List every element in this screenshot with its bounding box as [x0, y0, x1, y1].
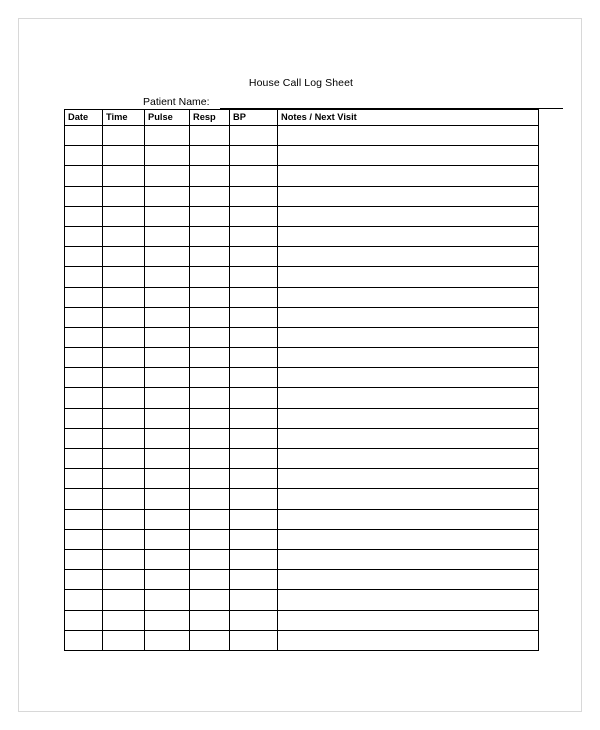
- cell-resp[interactable]: [190, 226, 230, 246]
- cell-resp[interactable]: [190, 327, 230, 347]
- cell-resp[interactable]: [190, 570, 230, 590]
- cell-resp[interactable]: [190, 206, 230, 226]
- table-row: [65, 186, 539, 206]
- cell-resp[interactable]: [190, 388, 230, 408]
- cell-date[interactable]: [65, 610, 103, 630]
- cell-date[interactable]: [65, 166, 103, 186]
- cell-resp[interactable]: [190, 509, 230, 529]
- cell-notes[interactable]: [278, 307, 539, 327]
- cell-pulse[interactable]: [145, 570, 190, 590]
- table-row: [65, 610, 539, 630]
- table-row: [65, 489, 539, 509]
- cell-bp[interactable]: [230, 428, 278, 448]
- table-row: [65, 529, 539, 549]
- cell-notes[interactable]: [278, 166, 539, 186]
- cell-pulse[interactable]: [145, 287, 190, 307]
- cell-pulse[interactable]: [145, 327, 190, 347]
- cell-time[interactable]: [103, 590, 145, 610]
- cell-bp[interactable]: [230, 408, 278, 428]
- cell-date[interactable]: [65, 348, 103, 368]
- cell-pulse[interactable]: [145, 428, 190, 448]
- cell-time[interactable]: [103, 408, 145, 428]
- cell-bp[interactable]: [230, 549, 278, 569]
- table-row: [65, 590, 539, 610]
- cell-date[interactable]: [65, 206, 103, 226]
- cell-date[interactable]: [65, 549, 103, 569]
- cell-notes[interactable]: [278, 247, 539, 267]
- cell-bp[interactable]: [230, 388, 278, 408]
- table-row: [65, 166, 539, 186]
- cell-resp[interactable]: [190, 428, 230, 448]
- table-row: [65, 570, 539, 590]
- cell-notes[interactable]: [278, 489, 539, 509]
- cell-bp[interactable]: [230, 327, 278, 347]
- cell-resp[interactable]: [190, 610, 230, 630]
- table-body: [65, 126, 539, 651]
- cell-time[interactable]: [103, 307, 145, 327]
- cell-pulse[interactable]: [145, 509, 190, 529]
- cell-notes[interactable]: [278, 449, 539, 469]
- cell-resp[interactable]: [190, 267, 230, 287]
- cell-date[interactable]: [65, 186, 103, 206]
- cell-notes[interactable]: [278, 630, 539, 650]
- cell-notes[interactable]: [278, 469, 539, 489]
- table-row: [65, 408, 539, 428]
- cell-pulse[interactable]: [145, 469, 190, 489]
- cell-bp[interactable]: [230, 267, 278, 287]
- cell-pulse[interactable]: [145, 529, 190, 549]
- cell-time[interactable]: [103, 206, 145, 226]
- cell-time[interactable]: [103, 630, 145, 650]
- column-header-time: Time: [103, 110, 145, 126]
- cell-date[interactable]: [65, 226, 103, 246]
- cell-resp[interactable]: [190, 287, 230, 307]
- cell-pulse[interactable]: [145, 408, 190, 428]
- table-row: [65, 226, 539, 246]
- cell-time[interactable]: [103, 549, 145, 569]
- cell-notes[interactable]: [278, 287, 539, 307]
- cell-resp[interactable]: [190, 590, 230, 610]
- cell-resp[interactable]: [190, 489, 230, 509]
- table-header-row: [65, 110, 539, 126]
- cell-time[interactable]: [103, 287, 145, 307]
- cell-bp[interactable]: [230, 630, 278, 650]
- cell-pulse[interactable]: [145, 226, 190, 246]
- cell-date[interactable]: [65, 489, 103, 509]
- cell-pulse[interactable]: [145, 368, 190, 388]
- cell-bp[interactable]: [230, 509, 278, 529]
- cell-pulse[interactable]: [145, 166, 190, 186]
- cell-date[interactable]: [65, 307, 103, 327]
- cell-date[interactable]: [65, 630, 103, 650]
- page-title: House Call Log Sheet: [248, 77, 354, 89]
- cell-date[interactable]: [65, 529, 103, 549]
- cell-bp[interactable]: [230, 590, 278, 610]
- cell-date[interactable]: [65, 146, 103, 166]
- cell-date[interactable]: [65, 590, 103, 610]
- patient-name-label: Patient Name:: [143, 96, 210, 108]
- cell-pulse[interactable]: [145, 206, 190, 226]
- cell-time[interactable]: [103, 509, 145, 529]
- cell-bp[interactable]: [230, 489, 278, 509]
- cell-notes[interactable]: [278, 146, 539, 166]
- cell-time[interactable]: [103, 186, 145, 206]
- cell-notes[interactable]: [278, 368, 539, 388]
- cell-date[interactable]: [65, 126, 103, 146]
- cell-notes[interactable]: [278, 388, 539, 408]
- cell-notes[interactable]: [278, 327, 539, 347]
- table-row: [65, 428, 539, 448]
- cell-time[interactable]: [103, 267, 145, 287]
- cell-resp[interactable]: [190, 469, 230, 489]
- cell-resp[interactable]: [190, 247, 230, 267]
- cell-bp[interactable]: [230, 247, 278, 267]
- cell-time[interactable]: [103, 610, 145, 630]
- table-row: [65, 307, 539, 327]
- table-row: [65, 388, 539, 408]
- cell-bp[interactable]: [230, 206, 278, 226]
- cell-bp[interactable]: [230, 368, 278, 388]
- cell-notes[interactable]: [278, 570, 539, 590]
- cell-date[interactable]: [65, 449, 103, 469]
- cell-date[interactable]: [65, 428, 103, 448]
- cell-resp[interactable]: [190, 166, 230, 186]
- cell-resp[interactable]: [190, 630, 230, 650]
- cell-time[interactable]: [103, 166, 145, 186]
- patient-name-input[interactable]: [220, 95, 563, 109]
- table-row: [65, 287, 539, 307]
- cell-time[interactable]: [103, 226, 145, 246]
- cell-notes[interactable]: [278, 408, 539, 428]
- cell-date[interactable]: [65, 469, 103, 489]
- cell-resp[interactable]: [190, 529, 230, 549]
- table-row: [65, 247, 539, 267]
- table-header: [65, 110, 539, 126]
- table-row: [65, 146, 539, 166]
- cell-pulse[interactable]: [145, 449, 190, 469]
- cell-pulse[interactable]: [145, 549, 190, 569]
- cell-pulse[interactable]: [145, 267, 190, 287]
- cell-pulse[interactable]: [145, 146, 190, 166]
- cell-bp[interactable]: [230, 570, 278, 590]
- cell-notes[interactable]: [278, 590, 539, 610]
- patient-name-row: [143, 89, 563, 109]
- cell-resp[interactable]: [190, 449, 230, 469]
- cell-notes[interactable]: [278, 206, 539, 226]
- cell-notes[interactable]: [278, 267, 539, 287]
- cell-time[interactable]: [103, 529, 145, 549]
- table-row: [65, 449, 539, 469]
- cell-bp[interactable]: [230, 348, 278, 368]
- cell-bp[interactable]: [230, 610, 278, 630]
- cell-notes[interactable]: [278, 509, 539, 529]
- column-header-bp: BP: [230, 110, 278, 126]
- cell-time[interactable]: [103, 368, 145, 388]
- cell-pulse[interactable]: [145, 610, 190, 630]
- column-header-date: Date: [65, 110, 103, 126]
- table-row: [65, 368, 539, 388]
- cell-notes[interactable]: [278, 126, 539, 146]
- cell-resp[interactable]: [190, 186, 230, 206]
- cell-date[interactable]: [65, 408, 103, 428]
- cell-notes[interactable]: [278, 226, 539, 246]
- table-row: [65, 469, 539, 489]
- cell-notes[interactable]: [278, 186, 539, 206]
- cell-time[interactable]: [103, 146, 145, 166]
- cell-pulse[interactable]: [145, 590, 190, 610]
- log-sheet: [18, 18, 582, 712]
- cell-time[interactable]: [103, 327, 145, 347]
- cell-bp[interactable]: [230, 449, 278, 469]
- column-header-notes: Notes / Next Visit: [278, 110, 539, 126]
- column-header-resp: Resp: [190, 110, 230, 126]
- cell-notes[interactable]: [278, 428, 539, 448]
- cell-bp[interactable]: [230, 226, 278, 246]
- cell-bp[interactable]: [230, 126, 278, 146]
- table-row: [65, 549, 539, 569]
- table-row: [65, 509, 539, 529]
- cell-date[interactable]: [65, 247, 103, 267]
- cell-pulse[interactable]: [145, 388, 190, 408]
- table-row: [65, 267, 539, 287]
- cell-pulse[interactable]: [145, 307, 190, 327]
- cell-notes[interactable]: [278, 549, 539, 569]
- cell-date[interactable]: [65, 509, 103, 529]
- cell-resp[interactable]: [190, 348, 230, 368]
- cell-pulse[interactable]: [145, 630, 190, 650]
- cell-bp[interactable]: [230, 307, 278, 327]
- cell-bp[interactable]: [230, 469, 278, 489]
- table-row: [65, 630, 539, 650]
- table-row: [65, 206, 539, 226]
- table-row: [65, 126, 539, 146]
- cell-resp[interactable]: [190, 408, 230, 428]
- cell-notes[interactable]: [278, 348, 539, 368]
- cell-time[interactable]: [103, 348, 145, 368]
- cell-time[interactable]: [103, 469, 145, 489]
- cell-bp[interactable]: [230, 166, 278, 186]
- house-call-log-table: [64, 109, 539, 651]
- cell-pulse[interactable]: [145, 489, 190, 509]
- cell-notes[interactable]: [278, 610, 539, 630]
- cell-date[interactable]: [65, 368, 103, 388]
- cell-pulse[interactable]: [145, 247, 190, 267]
- cell-bp[interactable]: [230, 529, 278, 549]
- cell-date[interactable]: [65, 327, 103, 347]
- cell-time[interactable]: [103, 388, 145, 408]
- cell-bp[interactable]: [230, 287, 278, 307]
- table-row: [65, 348, 539, 368]
- cell-pulse[interactable]: [145, 348, 190, 368]
- column-header-pulse: Pulse: [145, 110, 190, 126]
- cell-notes[interactable]: [278, 529, 539, 549]
- cell-time[interactable]: [103, 126, 145, 146]
- cell-bp[interactable]: [230, 146, 278, 166]
- cell-resp[interactable]: [190, 126, 230, 146]
- cell-time[interactable]: [103, 489, 145, 509]
- cell-time[interactable]: [103, 428, 145, 448]
- cell-resp[interactable]: [190, 368, 230, 388]
- cell-date[interactable]: [65, 267, 103, 287]
- table-row: [65, 327, 539, 347]
- cell-date[interactable]: [65, 570, 103, 590]
- cell-resp[interactable]: [190, 146, 230, 166]
- cell-pulse[interactable]: [145, 126, 190, 146]
- cell-bp[interactable]: [230, 186, 278, 206]
- cell-date[interactable]: [65, 388, 103, 408]
- cell-resp[interactable]: [190, 307, 230, 327]
- cell-time[interactable]: [103, 247, 145, 267]
- cell-resp[interactable]: [190, 549, 230, 569]
- cell-pulse[interactable]: [145, 186, 190, 206]
- cell-time[interactable]: [103, 570, 145, 590]
- cell-date[interactable]: [65, 287, 103, 307]
- cell-time[interactable]: [103, 449, 145, 469]
